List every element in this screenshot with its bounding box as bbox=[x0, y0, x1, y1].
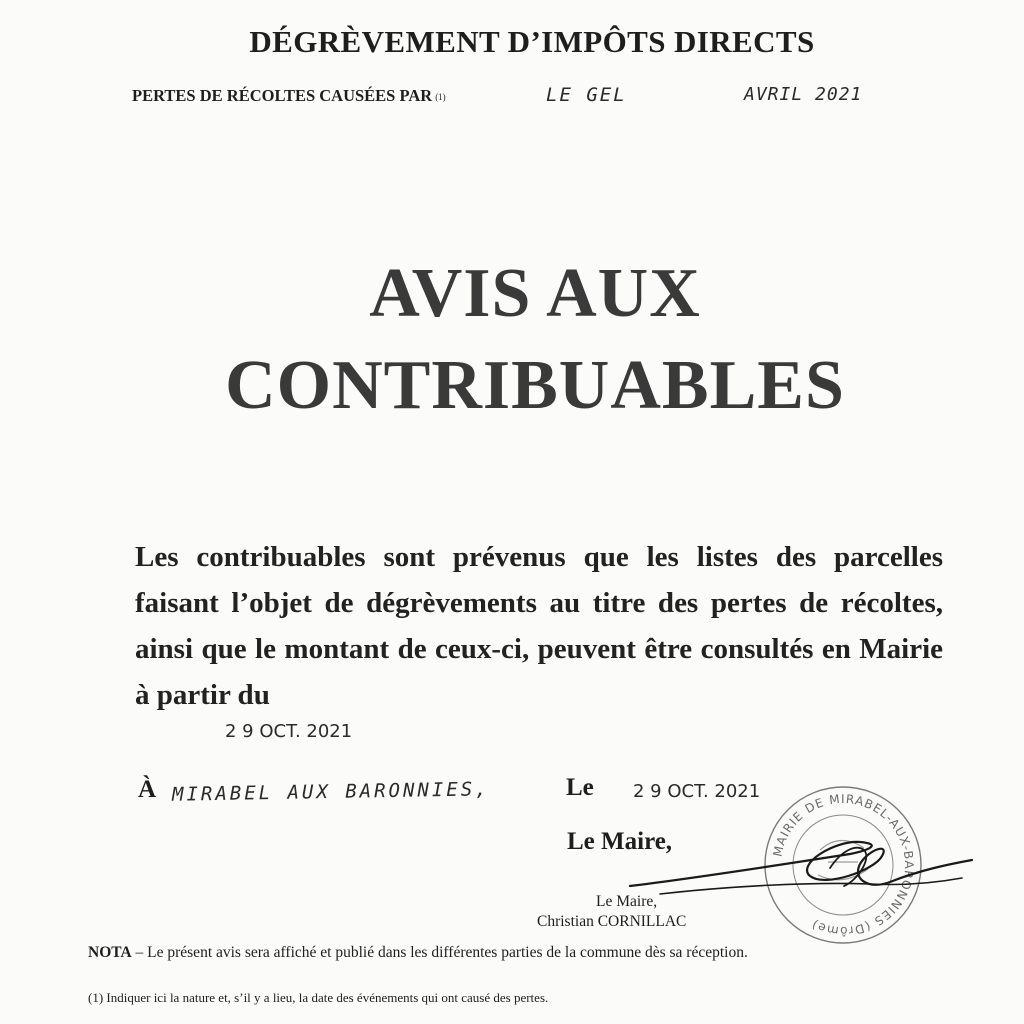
nota-label: NOTA bbox=[88, 944, 132, 961]
signatory-name: Christian CORNILLAC bbox=[537, 913, 687, 930]
document-title: DÉGRÈVEMENT D’IMPÔTS DIRECTS bbox=[249, 24, 815, 59]
notice-heading-line2: CONTRIBUABLES bbox=[225, 347, 845, 424]
date-prefix: Le bbox=[566, 774, 594, 801]
seal-text: MAIRIE DE MIRABEL-AUX-BARONNIES (Drôme) bbox=[770, 791, 917, 939]
signature-date-stamp: 2 9 OCT. 2021 bbox=[633, 781, 761, 802]
body-date-stamp: 2 9 OCT. 2021 bbox=[225, 721, 353, 742]
cause-handwritten: LE GEL bbox=[546, 84, 627, 106]
cause-date-handwritten: AVRIL 2021 bbox=[744, 84, 863, 105]
footnote-ref: (1) bbox=[435, 92, 446, 102]
signatory-role: Le Maire, bbox=[596, 893, 658, 910]
nota-line bbox=[88, 944, 748, 962]
losses-label-line bbox=[132, 86, 446, 106]
nota-text: – Le présent avis sera affiché et publié dans les différentes parties de la commune dès sa réception. bbox=[131, 944, 748, 961]
place-prefix: À bbox=[138, 776, 157, 803]
notice-heading-line1: AVIS AUX bbox=[369, 255, 701, 332]
notice-body-text: Les contribuables sont prévenus que les listes des parcelles faisant l’objet de dégrèvements au titre des pertes de récoltes, ainsi que le montant de ceux-ci, peuvent être consultés en Mairie à partir du bbox=[135, 541, 943, 711]
losses-label: PERTES DE RÉCOLTES CAUSÉES PAR bbox=[132, 86, 433, 105]
footnote: (1) Indiquer ici la nature et, s’il y a lieu, la date des événements qui ont causé des pertes. bbox=[88, 990, 549, 1005]
mayor-title: Le Maire, bbox=[567, 828, 673, 855]
place-handwritten: MIRABEL AUX BARONNIES, bbox=[171, 778, 490, 806]
